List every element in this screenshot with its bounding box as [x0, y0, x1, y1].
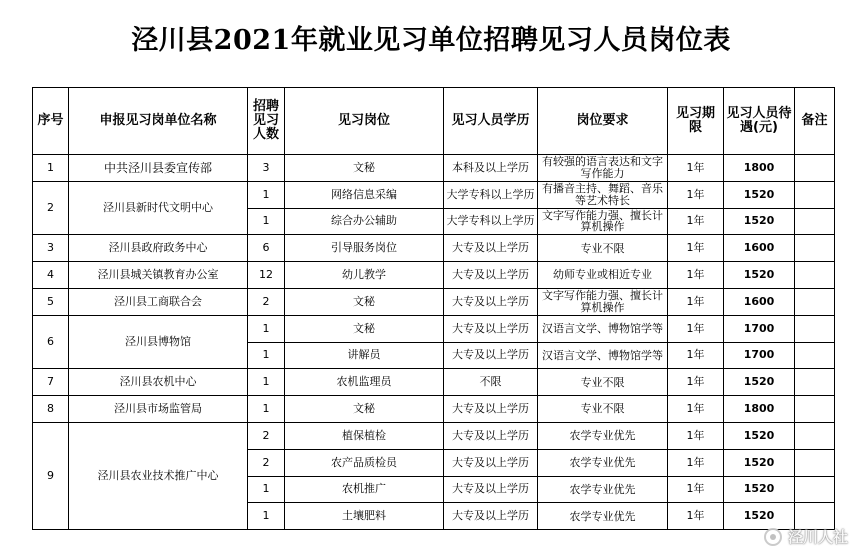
header-row: [33, 88, 835, 155]
cell-requirement: 农学专业优先: [538, 422, 668, 449]
cell-count: 1: [248, 315, 285, 342]
cell-period: 1年: [668, 342, 724, 369]
cell-seq: 6: [33, 315, 69, 369]
cell-education: 大专及以上学历: [444, 235, 538, 262]
cell-note: [795, 422, 835, 449]
cell-salary: 1520: [724, 449, 795, 476]
watermark-text: 泾川人社: [787, 528, 848, 546]
cell-note: [795, 262, 835, 289]
header-salary: 见习人员待遇(元): [724, 88, 795, 155]
table-row: [33, 155, 835, 182]
cell-salary: 1520: [724, 369, 795, 396]
cell-salary: 1520: [724, 503, 795, 530]
cell-note: [795, 342, 835, 369]
cell-seq: 5: [33, 288, 69, 315]
cell-count: 12: [248, 262, 285, 289]
cell-position: 土壤肥料: [285, 503, 444, 530]
watermark: [764, 526, 848, 547]
cell-seq: 8: [33, 396, 69, 423]
cell-note: [795, 396, 835, 423]
table-row: [33, 396, 835, 423]
cell-note: [795, 315, 835, 342]
cell-period: 1年: [668, 369, 724, 396]
cell-requirement: 幼师专业或相近专业: [538, 262, 668, 289]
cell-education: 大学专科以上学历: [444, 208, 538, 235]
table-row: [33, 315, 835, 342]
cell-education: 大专及以上学历: [444, 503, 538, 530]
cell-seq: 2: [33, 181, 69, 235]
table-row: [33, 422, 835, 449]
cell-education: 大学专科以上学历: [444, 181, 538, 208]
cell-salary: 1600: [724, 288, 795, 315]
cell-requirement: 农学专业优先: [538, 503, 668, 530]
cell-seq: 9: [33, 422, 69, 529]
cell-position: 农产品质检员: [285, 449, 444, 476]
cell-note: [795, 208, 835, 235]
cell-position: 引导服务岗位: [285, 235, 444, 262]
cell-education: 本科及以上学历: [444, 155, 538, 182]
header-count: 招聘见习人数: [248, 88, 285, 155]
cell-count: 3: [248, 155, 285, 182]
table-row: [33, 262, 835, 289]
table-row: [33, 181, 835, 208]
cell-requirement: 文字写作能力强、擅长计算机操作: [538, 288, 668, 315]
page-title: 泾川县2021年就业见习单位招聘见习人员岗位表: [131, 25, 731, 56]
cell-count: 1: [248, 208, 285, 235]
cell-requirement: 文字写作能力强、擅长计算机操作: [538, 208, 668, 235]
table-row: [33, 288, 835, 315]
cell-education: 大专及以上学历: [444, 476, 538, 503]
header-note: 备注: [795, 88, 835, 155]
cell-education: 大专及以上学历: [444, 262, 538, 289]
cell-salary: 1600: [724, 235, 795, 262]
cell-requirement: 专业不限: [538, 396, 668, 423]
cell-note: [795, 476, 835, 503]
cell-position: 文秘: [285, 155, 444, 182]
cell-position: 讲解员: [285, 342, 444, 369]
cell-count: 1: [248, 369, 285, 396]
cell-count: 2: [248, 422, 285, 449]
cell-period: 1年: [668, 476, 724, 503]
cell-period: 1年: [668, 503, 724, 530]
cell-position: 农机推广: [285, 476, 444, 503]
cell-seq: 3: [33, 235, 69, 262]
cell-count: 1: [248, 503, 285, 530]
cell-seq: 1: [33, 155, 69, 182]
cell-period: 1年: [668, 235, 724, 262]
cell-education: 大专及以上学历: [444, 342, 538, 369]
cell-position: 文秘: [285, 288, 444, 315]
cell-note: [795, 181, 835, 208]
cell-seq: 4: [33, 262, 69, 289]
cell-period: 1年: [668, 422, 724, 449]
cell-period: 1年: [668, 262, 724, 289]
cell-position: 文秘: [285, 315, 444, 342]
header-seq: 序号: [33, 88, 69, 155]
cell-count: 1: [248, 396, 285, 423]
header-position: 见习岗位: [285, 88, 444, 155]
cell-period: 1年: [668, 155, 724, 182]
cell-period: 1年: [668, 181, 724, 208]
cell-salary: 1800: [724, 396, 795, 423]
cell-unit: 泾川县城关镇教育办公室: [69, 262, 248, 289]
header-education: 见习人员学历: [444, 88, 538, 155]
cell-unit: 泾川县博物馆: [69, 315, 248, 369]
cell-requirement: 汉语言文学、博物馆学等: [538, 315, 668, 342]
cell-position: 网络信息采编: [285, 181, 444, 208]
cell-count: 2: [248, 288, 285, 315]
cell-period: 1年: [668, 208, 724, 235]
cell-count: 1: [248, 181, 285, 208]
cell-note: [795, 449, 835, 476]
cell-count: 1: [248, 476, 285, 503]
cell-period: 1年: [668, 449, 724, 476]
table-row: [33, 369, 835, 396]
cell-period: 1年: [668, 315, 724, 342]
cell-education: 大专及以上学历: [444, 449, 538, 476]
cell-note: [795, 369, 835, 396]
cell-salary: 1700: [724, 342, 795, 369]
cell-position: 幼儿教学: [285, 262, 444, 289]
cell-education: 大专及以上学历: [444, 396, 538, 423]
cell-count: 2: [248, 449, 285, 476]
cell-salary: 1800: [724, 155, 795, 182]
wechat-channel-icon: [764, 528, 782, 546]
cell-education: 不限: [444, 369, 538, 396]
cell-count: 1: [248, 342, 285, 369]
cell-education: 大专及以上学历: [444, 315, 538, 342]
cell-requirement: 有播音主持、舞蹈、音乐等艺术特长: [538, 181, 668, 208]
cell-period: 1年: [668, 288, 724, 315]
recruitment-table: [32, 87, 835, 530]
table-row: [33, 235, 835, 262]
cell-unit: 泾川县新时代文明中心: [69, 181, 248, 235]
cell-requirement: 农学专业优先: [538, 449, 668, 476]
cell-count: 6: [248, 235, 285, 262]
cell-salary: 1520: [724, 181, 795, 208]
cell-note: [795, 235, 835, 262]
cell-seq: 7: [33, 369, 69, 396]
cell-salary: 1520: [724, 476, 795, 503]
cell-unit: 泾川县工商联合会: [69, 288, 248, 315]
cell-unit: 泾川县农机中心: [69, 369, 248, 396]
cell-position: 农机监理员: [285, 369, 444, 396]
header-unit: 申报见习岗单位名称: [69, 88, 248, 155]
cell-requirement: 有较强的语言表达和文字写作能力: [538, 155, 668, 182]
cell-position: 植保植检: [285, 422, 444, 449]
header-requirement: 岗位要求: [538, 88, 668, 155]
cell-note: [795, 288, 835, 315]
cell-salary: 1520: [724, 208, 795, 235]
cell-position: 文秘: [285, 396, 444, 423]
cell-unit: 泾川县农业技术推广中心: [69, 422, 248, 529]
cell-salary: 1520: [724, 262, 795, 289]
cell-requirement: 农学专业优先: [538, 476, 668, 503]
cell-unit: 泾川县政府政务中心: [69, 235, 248, 262]
cell-requirement: 专业不限: [538, 369, 668, 396]
header-period: 见习期限: [668, 88, 724, 155]
cell-requirement: 专业不限: [538, 235, 668, 262]
cell-education: 大专及以上学历: [444, 288, 538, 315]
cell-salary: 1700: [724, 315, 795, 342]
cell-unit: 中共泾川县委宣传部: [69, 155, 248, 182]
cell-requirement: 汉语言文学、博物馆学等: [538, 342, 668, 369]
cell-unit: 泾川县市场监管局: [69, 396, 248, 423]
cell-education: 大专及以上学历: [444, 422, 538, 449]
cell-period: 1年: [668, 396, 724, 423]
cell-note: [795, 155, 835, 182]
cell-salary: 1520: [724, 422, 795, 449]
cell-position: 综合办公辅助: [285, 208, 444, 235]
